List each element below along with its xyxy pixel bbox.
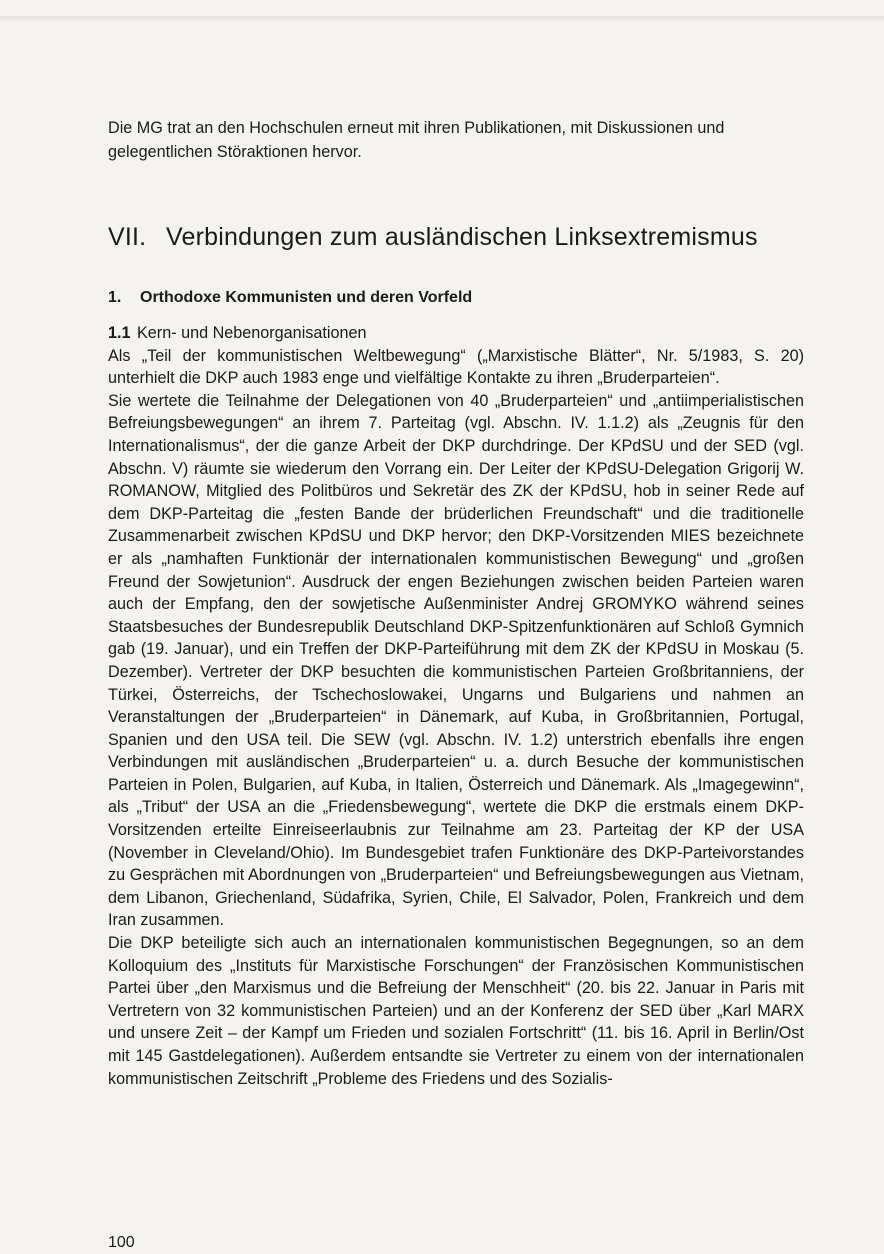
subsection-title: Kern- und Nebenorganisationen — [137, 324, 367, 342]
chapter-heading — [108, 220, 804, 254]
subsection-number: 1.1 — [108, 324, 131, 342]
scan-top-edge — [0, 16, 884, 22]
paragraph-1: Als „Teil der kommunistischen Weltbewegung“ („Marxistische Blätter“, Nr. 5/1983, S. 20) unterhielt die DKP auch 1983 enge und vielfältige Kontakte zu ihren „Bruderparteien“. — [108, 346, 804, 388]
body-text — [108, 322, 804, 1090]
subsection-heading — [108, 322, 804, 345]
section-number: 1. — [108, 289, 122, 306]
page-number: 100 — [108, 1234, 135, 1251]
paragraph-3: Die DKP beteiligte sich auch an internationalen kommunistischen Begegnungen, so an dem Kolloquium des „Instituts für Marxistische Forschungen“ der Französischen Kommunistischen Partei über „den Marxismus und die Befreiung der Menschheit“ (20. bis 22. Januar in Paris mit Vertretern von 32 kommunistischen Parteien) und an der Konferenz der SED über „Karl MARX und unsere Zeit – der Kampf um Frieden und sozialen Fortschritt“ (11. bis 16. April in Berlin/Ost mit 145 Gastdelegationen). Außerdem entsandte sie Vertreter zu einem von der internationalen kommunistischen Zeitschrift „Probleme des Friedens und des Sozialis- — [108, 934, 804, 1088]
section-title: Orthodoxe Kommunisten und deren Vorfeld — [140, 289, 473, 306]
chapter-title: Verbindungen zum ausländischen Linksextremismus — [166, 223, 758, 251]
intro-paragraph: Die MG trat an den Hochschulen erneut mit ihren Publikationen, mit Diskussionen und gelegentlichen Störaktionen hervor. — [108, 119, 725, 161]
section-heading — [108, 286, 804, 310]
paragraph-2: Sie wertete die Teilnahme der Delegationen von 40 „Bruderparteien“ und „antiimperialistischen Befreiungsbewegungen“ an ihrem 7. Parteitag (vgl. Abschn. IV. 1.1.2) als „Zeugnis für den Internationalismus“, der die ganze Arbeit der DKP durchdringe. Der KPdSU und der SED (vgl. Abschn. V) räumte sie wiederum den Vorrang ein. Der Leiter der KPdSU-Delegation Grigorij W. ROMANOW, Mitglied des Politbüros und Sekretär des ZK der KPdSU, hob in seiner Rede auf dem DKP-Parteitag die „festen Bande der brüderlichen Freundschaft“ und die traditionelle Zusammenarbeit zwischen KPdSU und DKP hervor; den DKP-Vorsitzenden MIES bezeichnete er als „namhaften Funktionär der internationalen kommunistischen Bewegung“ und „großen Freund der Sowjetunion“. Ausdruck der engen Beziehungen zwischen beiden Parteien waren auch der Empfang, den der sowjetische Außenminister Andrej GROMYKO während seines Staatsbesuches der Bundesrepublik Deutschland DKP-Spitzenfunktionären auf Schloß Gymnich gab (19. Januar), und ein Treffen der DKP-Parteiführung mit dem ZK der KPdSU in Moskau (5. Dezember). Vertreter der DKP besuchten die kommunistischen Parteien Großbritanniens, der Türkei, Österreichs, der Tschechoslowakei, Ungarns und Bulgariens und nahmen an Veranstaltungen der „Bruderparteien“ in Dänemark, auf Kuba, in Großbritannien, Portugal, Spanien und den USA teil. Die SEW (vgl. Abschn. IV. 1.2) unterstrich ebenfalls ihre engen Verbindungen mit ausländischen „Bruderparteien“ u. a. durch Besuche der kommunistischen Parteien in Polen, Bulgarien, auf Kuba, in Italien, Österreich und Dänemark. Als „Imagegewinn“, als „Tribut“ der USA an die „Friedensbewegung“, wertete die DKP die erstmals einem DKP-Vorsitzenden erteilte Einreiseerlaubnis zur Teilnahme am 23. Parteitag der KP der USA (November in Cleveland/Ohio). Im Bundesgebiet trafen Funktionäre des DKP-Parteivorstandes zu Gesprächen mit Abordnungen von „Bruderparteien“ und Befreiungsbewegungen aus Vietnam, dem Libanon, Griechenland, Südafrika, Syrien, Chile, El Salvador, Polen, Frankreich und dem Iran zusammen. — [108, 391, 804, 930]
chapter-number: VII. — [108, 223, 147, 251]
